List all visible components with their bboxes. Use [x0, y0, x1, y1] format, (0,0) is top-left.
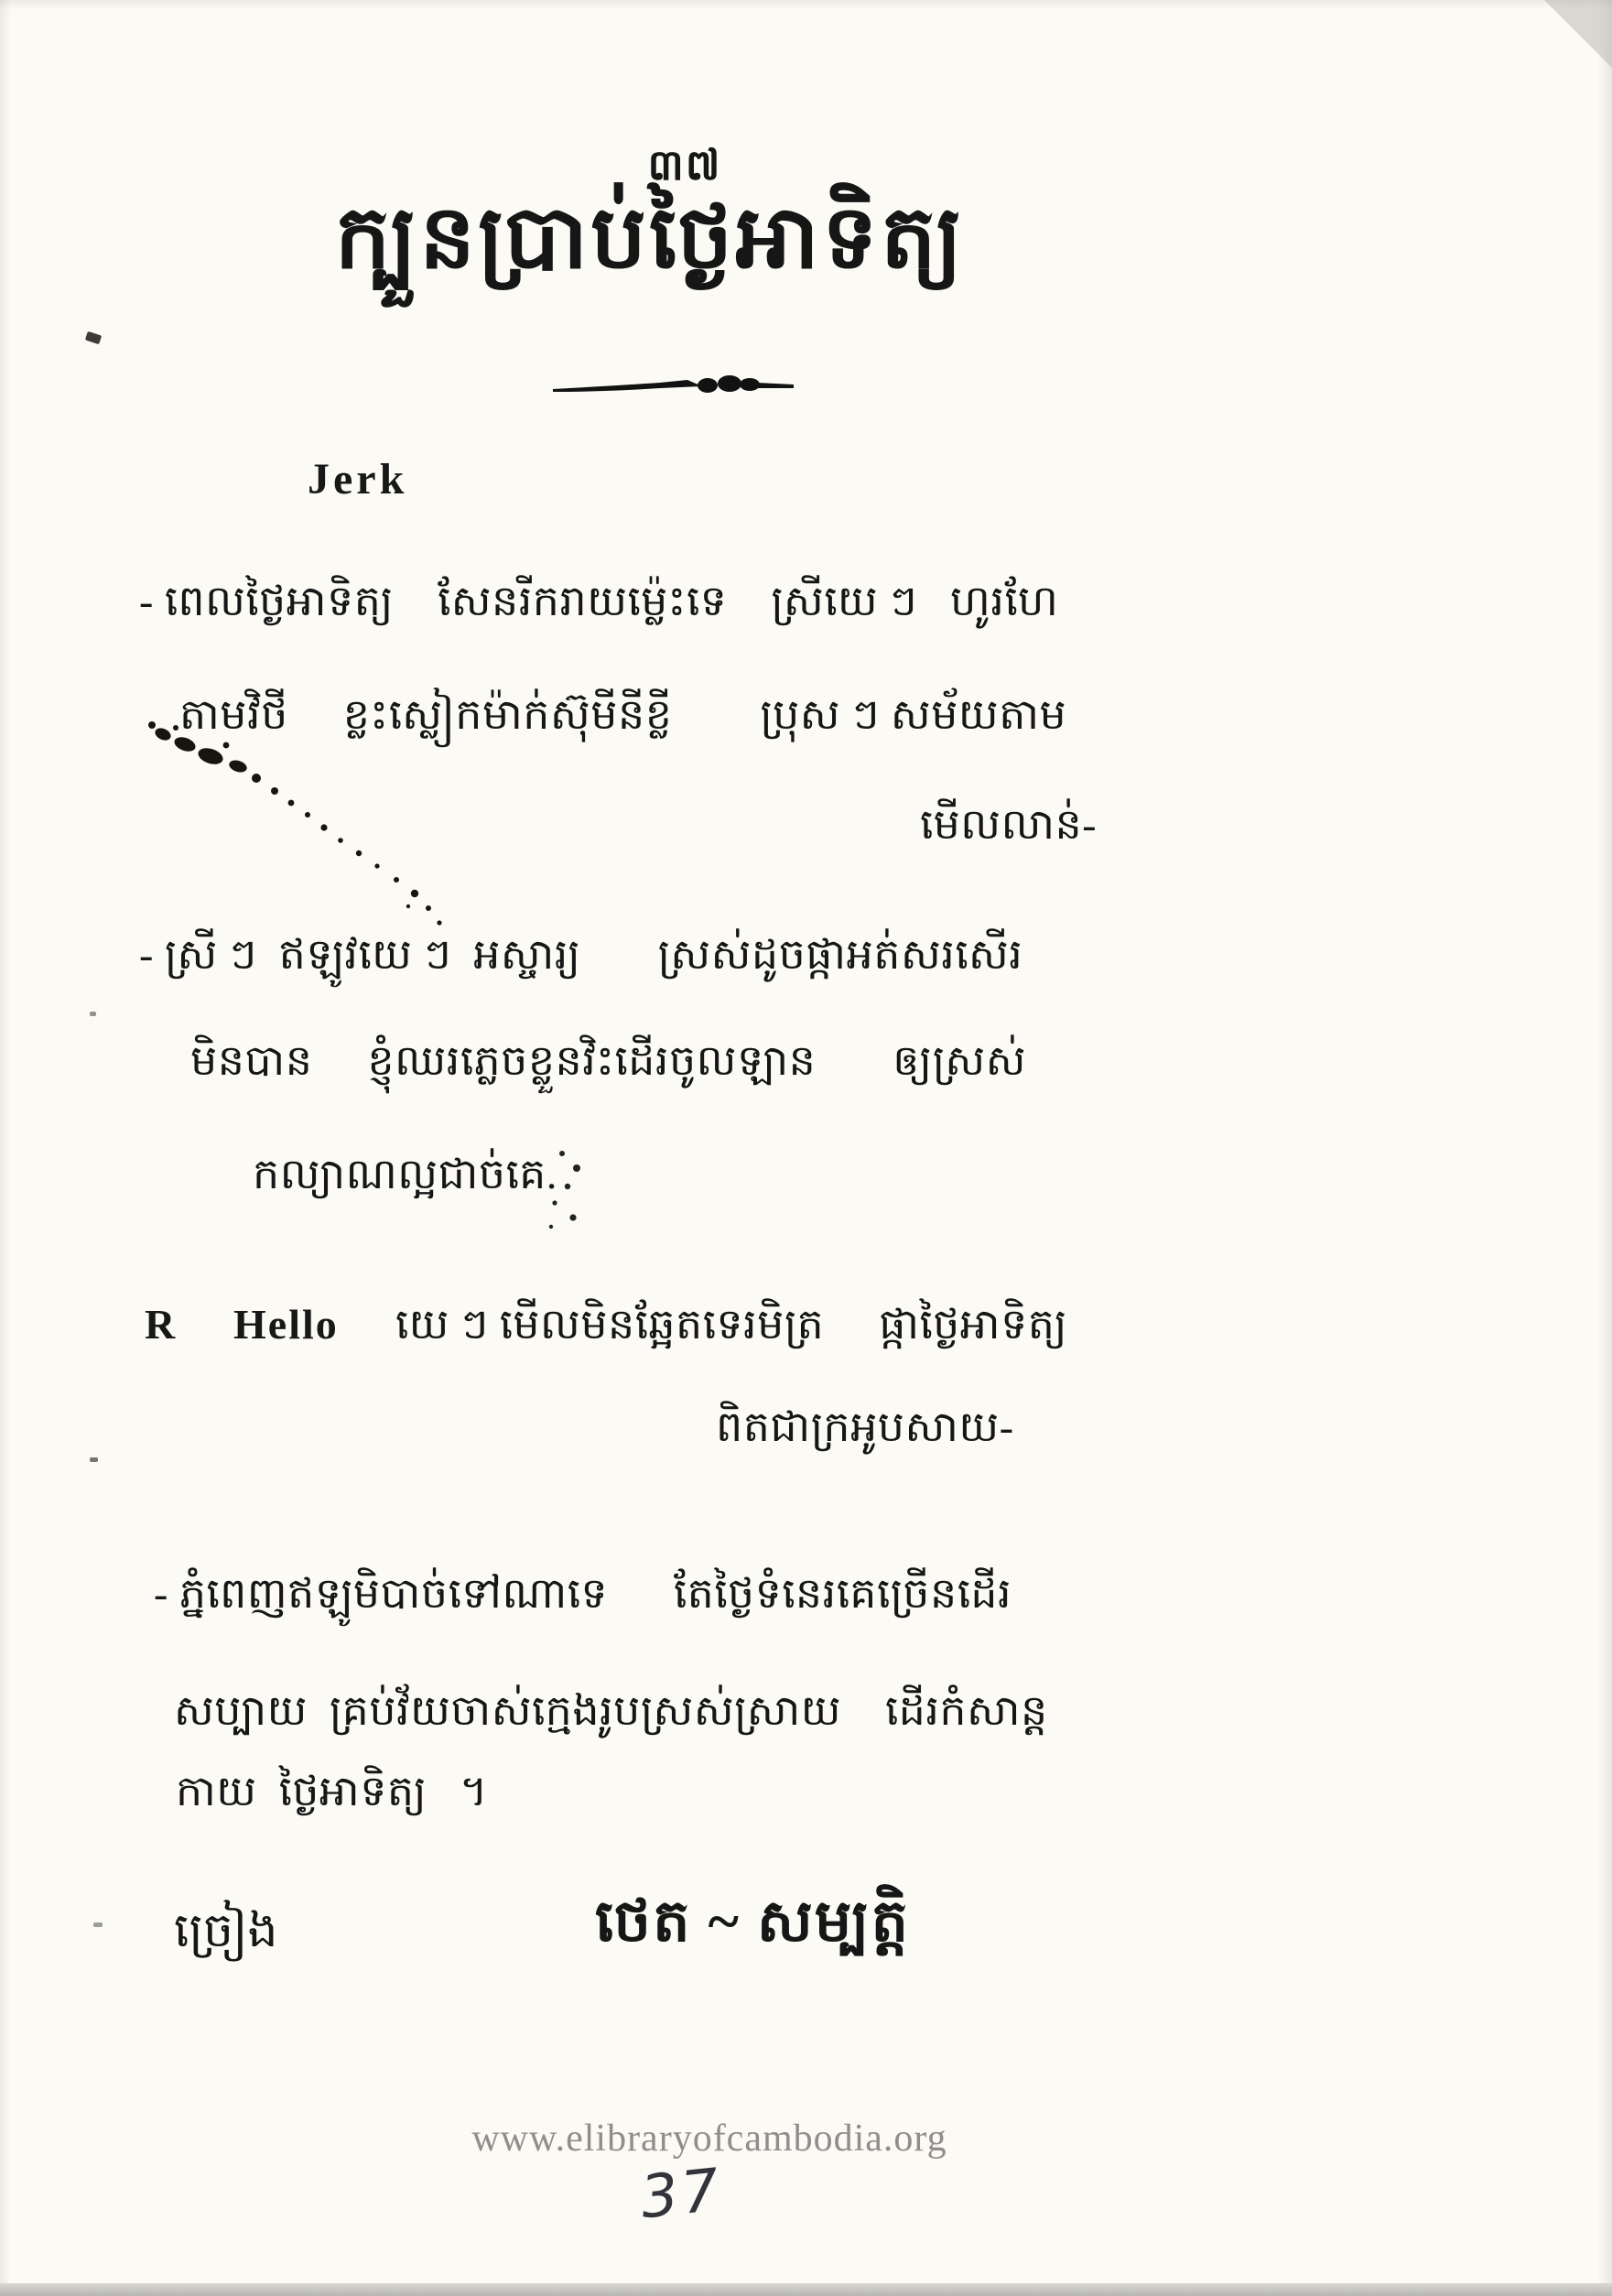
stanza2-line2: មិនបាន ខ្ញុំឈរភ្លេចខ្លួនវិះដើរចូលឡាន ឲ្យស្រស់ — [190, 1037, 1027, 1084]
watermark: www.elibraryofcambodia.org — [471, 2117, 947, 2160]
stanza2-line1: - ស្រី ៗ ឥឡូវយេ ៗ អស្ចារ្យ ស្រស់ដូចផ្កាអត់សរសើរ — [139, 931, 1023, 978]
ornamental-divider — [550, 370, 795, 401]
stanza1-line1: - ពេលថ្ងៃអាទិត្យ សែនរីករាយម្ល៉េះទេ ស្រីយេ ៗ ហូរហែ — [139, 578, 1059, 624]
stanza4-line1: - ភ្នំពេញឥឡូមិបាច់ទៅណាទេ តែថ្ងៃទំនេរគេច្រើនដើរ — [154, 1570, 1012, 1617]
stanza3-line2: ពិតជាក្រអូបសាយ- — [716, 1403, 1014, 1450]
rhythm-heading: Jerk — [308, 455, 408, 504]
edge-mark-3 — [90, 1457, 98, 1462]
stanza4-line2: សប្បាយ គ្រប់វ័យចាស់ក្មេងរូបស្រស់ស្រាយ ដើរកំសាន្ត — [174, 1687, 1048, 1734]
stanza4-line3: កាយ ថ្ងៃអាទិត្យ ។ — [176, 1768, 489, 1814]
stanza3-line1: យេ ៗ មើលមិនឆ្អែតទេរមិត្រ ផ្កាថ្ងៃអាទិត្យ — [395, 1301, 1068, 1348]
page-number: ៣៧ — [647, 142, 722, 189]
credit-singer-name: ថេត ~ សម្បត្តិ — [595, 1889, 911, 1954]
stanza3-speaker: R — [145, 1301, 178, 1348]
edge-mark-4 — [93, 1922, 103, 1927]
page-bottom-edge — [0, 2283, 1612, 2296]
edge-mark-2 — [90, 1012, 96, 1016]
page-corner-shading — [1544, 0, 1612, 68]
stanza3-latin-word: Hello — [233, 1301, 339, 1348]
handwritten-page-number: 37 — [637, 2156, 727, 2233]
edge-mark-1 — [85, 331, 102, 344]
stanza2-line3: កល្យាណល្អជាច់គេ. — [253, 1151, 557, 1197]
song-title: ក្បួនប្រាប់ថ្ងៃអាទិត្យ — [334, 189, 966, 287]
stanza1-line3: មើលលាន់- — [920, 801, 1098, 848]
credit-label: ច្រៀង — [174, 1905, 278, 1957]
stanza1-line2: តាមវិថី ខ្លះស្លៀកម៉ាក់ស៊ុមីនីខ្លី ប្រុស ៗ សម័យតាម — [179, 691, 1067, 738]
